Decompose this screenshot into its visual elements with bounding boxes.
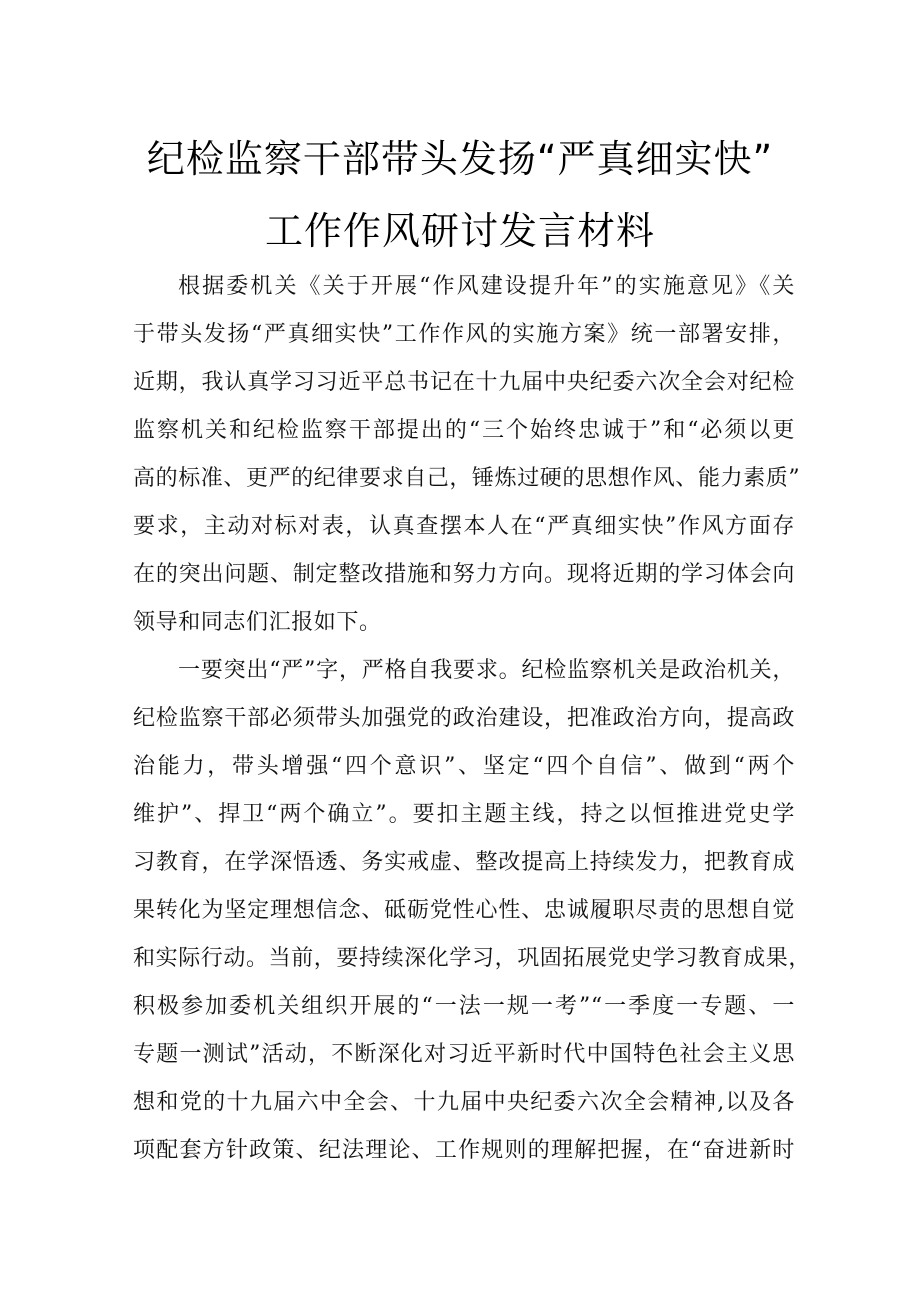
paragraph-line: 高的标准、更严的纪律要求自己，锤炼过硬的思想作风、能力素质” xyxy=(133,466,801,491)
paragraph-line: 纪检监察干部必须带头加强党的政治建设，把准政治方向，提高政 xyxy=(133,706,795,731)
document-title-line-2: 工作作风研讨发言材料 xyxy=(264,209,655,253)
paragraph-line: 根据委机关《关于开展“作风建设提升年”的实施意见》《关 xyxy=(178,274,795,299)
paragraph-line: 想和党的十九届六中全会、十九届中央纪委六次全会精神,以及各 xyxy=(133,1090,795,1115)
paragraph-line: 近期，我认真学习习近平总书记在十九届中央纪委六次全会对纪检 xyxy=(133,370,795,395)
paragraph-line: 治能力，带头增强“四个意识”、坚定“四个自信”、做到“两个 xyxy=(133,754,795,779)
paragraph-line: 和实际行动。当前，要持续深化学习，巩固拓展党史学习教育成果， xyxy=(133,946,812,971)
paragraph-line: 领导和同志们汇报如下。 xyxy=(133,610,382,635)
paragraph-line: 维护”、捍卫“两个确立”。要扣主题主线，持之以恒推进党史学 xyxy=(133,802,795,827)
document-title-line-1: 纪检监察干部带头发扬“严真细实快” xyxy=(146,137,774,181)
paragraph-line: 积极参加委机关组织开展的“一法一规一考”“一季度一专题、一 xyxy=(133,994,795,1019)
paragraph-line: 于带头发扬“严真细实快”工作作风的实施方案》统一部署安排， xyxy=(133,322,795,347)
paragraph-line: 项配套方针政策、纪法理论、工作规则的理解把握，在“奋进新时 xyxy=(133,1138,795,1163)
paragraph-line: 果转化为坚定理想信念、砥砺党性心性、忠诚履职尽责的思想自觉 xyxy=(133,898,795,923)
paragraph-line: 专题一测试”活动，不断深化对习近平新时代中国特色社会主义思 xyxy=(133,1042,795,1067)
paragraph-line: 监察机关和纪检监察干部提出的“三个始终忠诚于”和“必须以更 xyxy=(133,418,795,443)
paragraph-line: 习教育，在学深悟透、务实戒虚、整改提高上持续发力，把教育成 xyxy=(133,850,795,875)
paragraph-line: 要求，主动对标对表，认真查摆本人在“严真细实快”作风方面存 xyxy=(133,514,795,539)
paragraph-line: 在的突出问题、制定整改措施和努力方向。现将近期的学习体会向 xyxy=(133,562,795,587)
paragraph-line: 一要突出“严”字，严格自我要求。纪检监察机关是政治机关， xyxy=(178,658,795,683)
